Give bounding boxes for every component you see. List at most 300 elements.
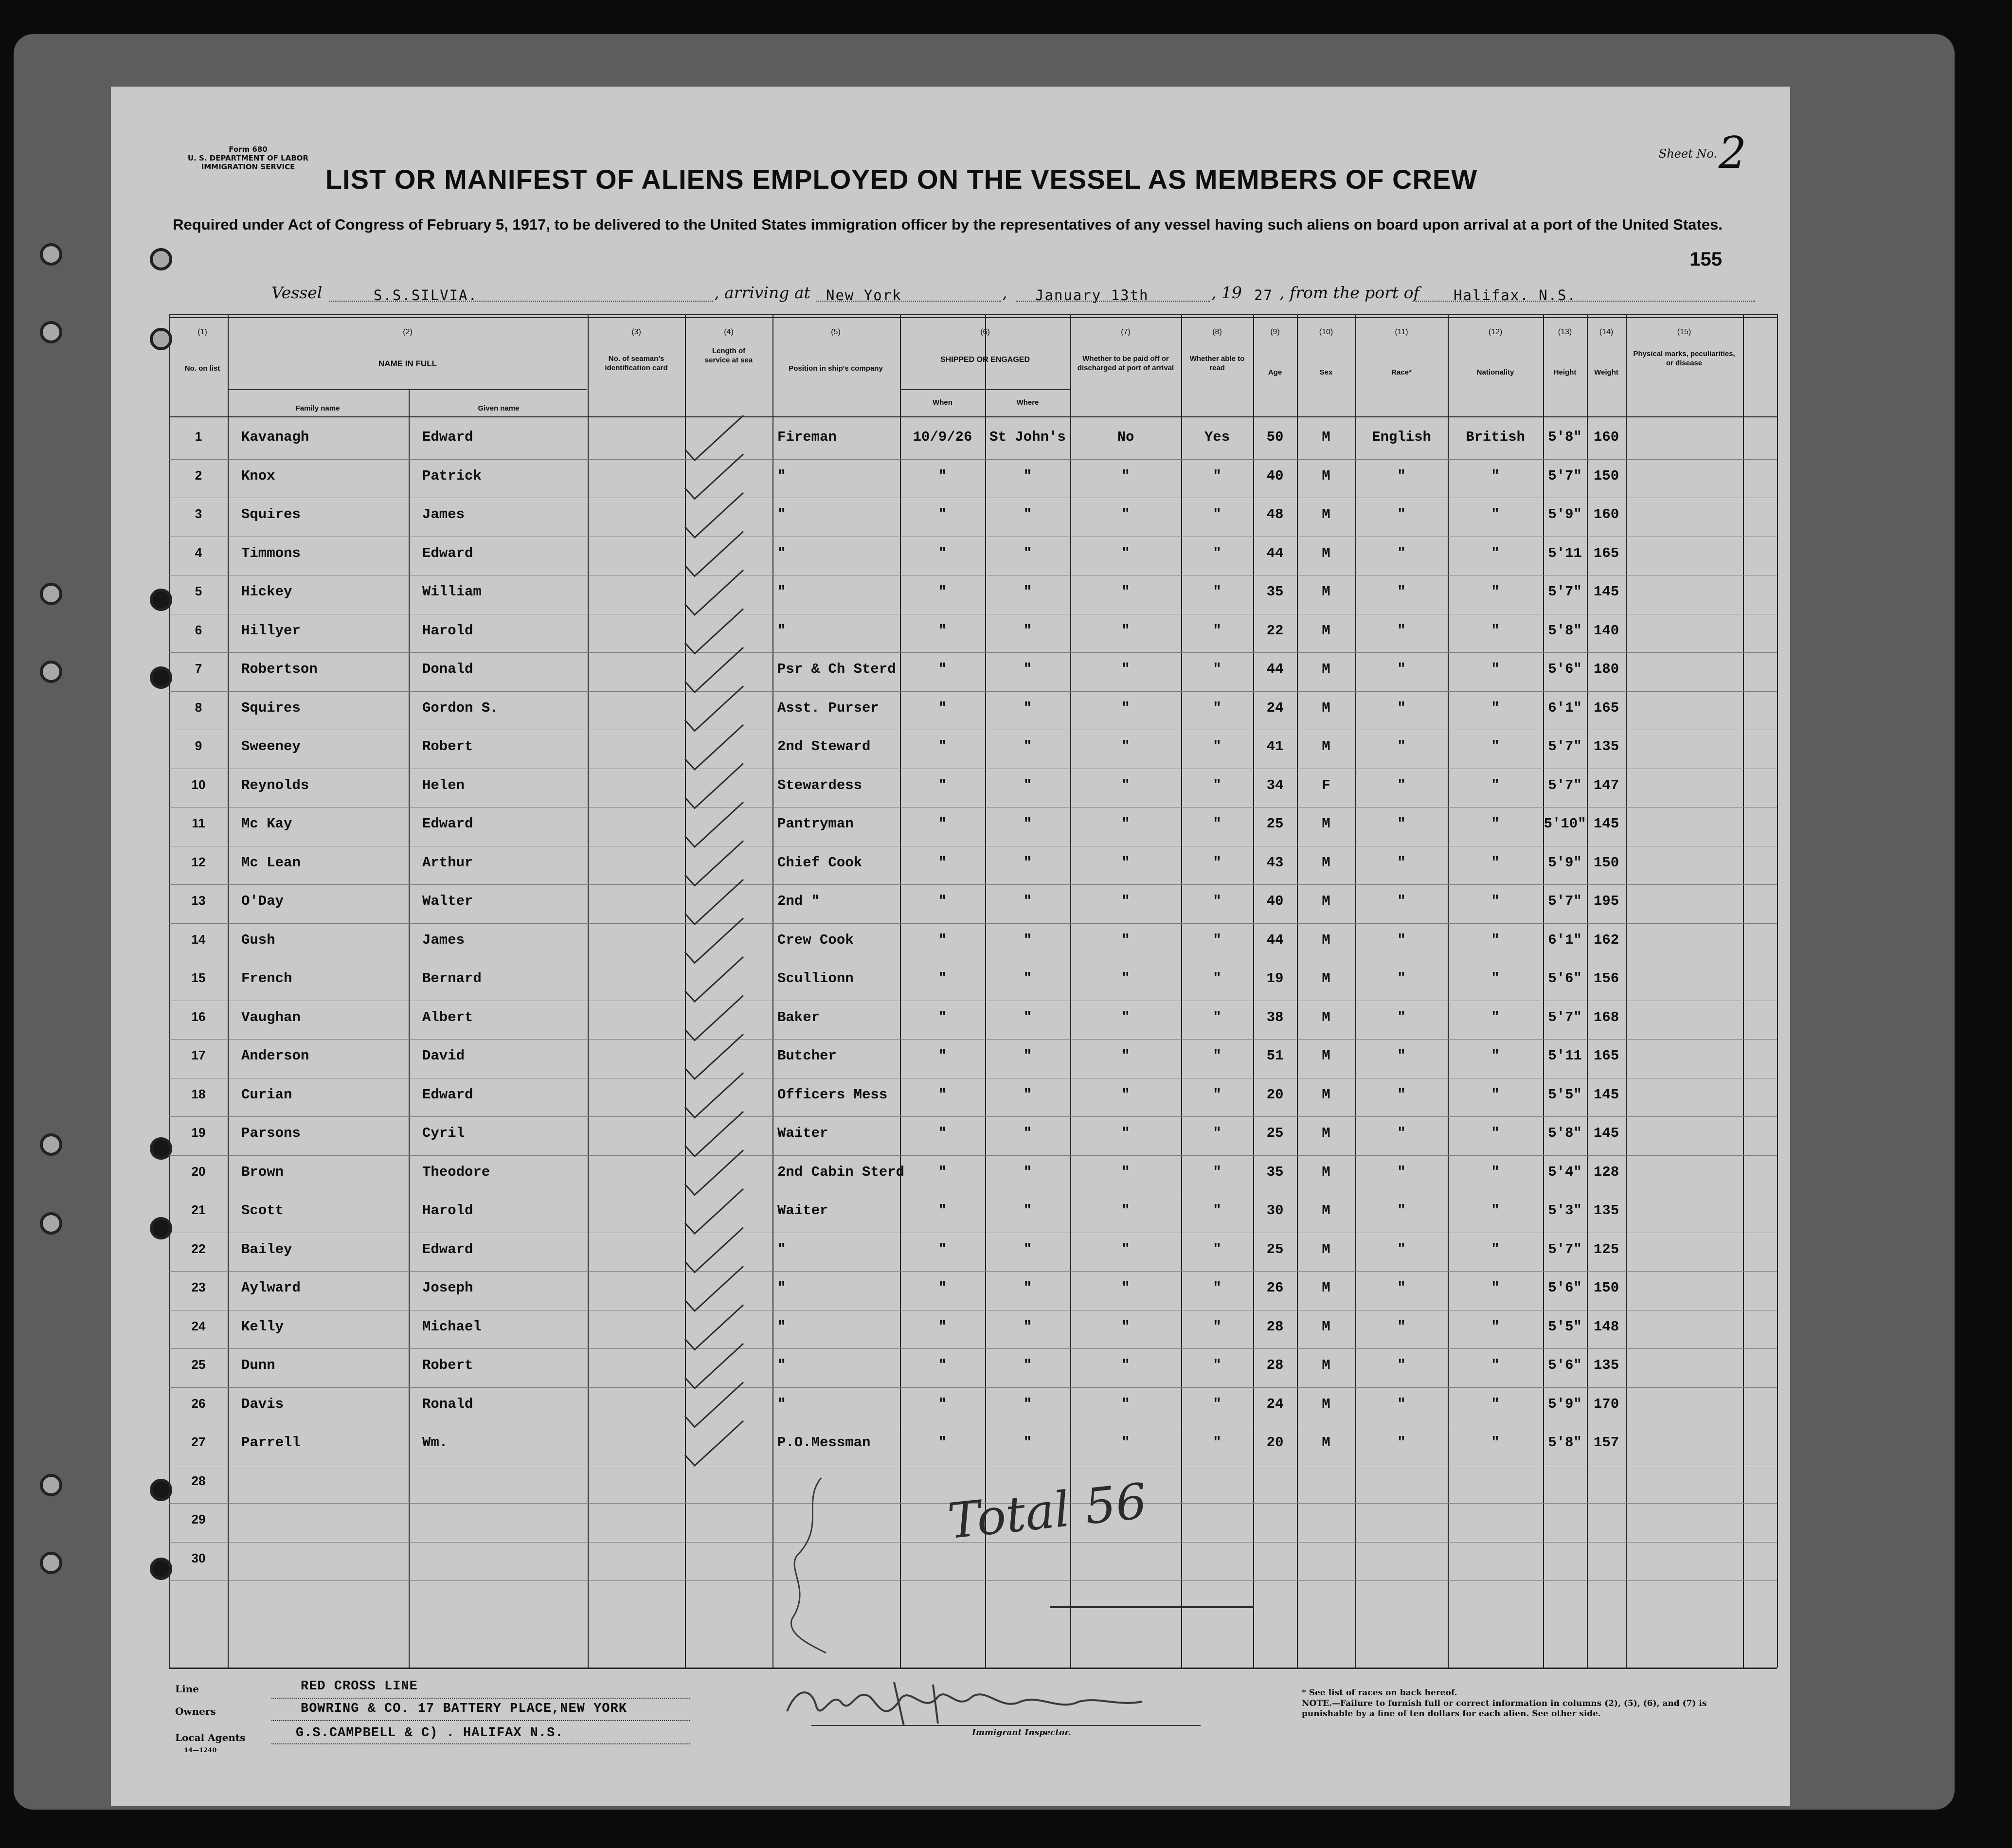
position: Baker: [777, 1009, 820, 1025]
race: ": [1397, 1357, 1406, 1373]
age: 25: [1266, 816, 1284, 832]
able-to-read: Yes: [1204, 429, 1230, 445]
nationality: ": [1491, 777, 1500, 793]
paid-off: ": [1121, 893, 1130, 909]
engaged-where: ": [1023, 816, 1032, 832]
nationality: ": [1491, 1280, 1500, 1296]
position: ": [777, 545, 786, 561]
sex: M: [1322, 1164, 1330, 1180]
sex: M: [1322, 816, 1330, 832]
height: 5'6": [1548, 1357, 1582, 1373]
position: 2nd ": [777, 893, 820, 909]
dotted-rule: [271, 1743, 690, 1744]
check-mark: [685, 454, 743, 499]
race: ": [1397, 1318, 1406, 1335]
col-header-where: Where: [1016, 398, 1039, 407]
comma: ,: [1002, 283, 1007, 302]
race: ": [1397, 661, 1406, 677]
arrival-year: 27: [1254, 287, 1273, 304]
height: 5'11: [1548, 1048, 1582, 1064]
paid-off: ": [1121, 1125, 1130, 1141]
engaged-where: ": [1023, 1435, 1032, 1451]
sex: M: [1322, 932, 1330, 948]
row-number: 16: [191, 1009, 206, 1024]
position: P.O.Messman: [777, 1435, 871, 1451]
sex: M: [1322, 661, 1330, 677]
able-to-read: ": [1213, 854, 1222, 871]
print-code: 14—1240: [184, 1747, 217, 1754]
page-subtitle: Required under Act of Congress of February 5, 1917, to be delivered to the United States immigration officer by the representatives of any vessel having such aliens on board upon arrival at a port of the United States.: [173, 216, 1723, 233]
age: 35: [1266, 1164, 1284, 1180]
given-name: James: [422, 506, 465, 522]
given-name: Robert: [422, 1357, 473, 1373]
engaged-when: ": [938, 1357, 947, 1373]
family-name: Parrell: [241, 1435, 301, 1451]
height: 5'3": [1548, 1202, 1582, 1219]
position: ": [777, 584, 786, 600]
given-name: Edward: [422, 816, 473, 832]
age: 48: [1266, 506, 1284, 522]
able-to-read: ": [1213, 1125, 1222, 1141]
punch-hole: [40, 1133, 62, 1156]
departure-port: Halifax. N.S.: [1454, 287, 1577, 304]
check-mark: [685, 879, 743, 924]
nationality: ": [1491, 467, 1500, 484]
height: 5'7": [1548, 1241, 1582, 1257]
nationality: ": [1491, 622, 1500, 639]
engaged-where: ": [1023, 1009, 1032, 1025]
able-to-read: ": [1213, 738, 1222, 754]
race: ": [1397, 1086, 1406, 1103]
col-num-4: (4): [724, 328, 734, 336]
col-header-when: When: [933, 398, 952, 407]
weight: 125: [1593, 1241, 1619, 1257]
paid-off: No: [1117, 429, 1134, 445]
paid-off: ": [1121, 854, 1130, 871]
col-num-15: (15): [1677, 328, 1691, 336]
weight: 145: [1593, 816, 1619, 832]
col-header-family: Family name: [295, 404, 340, 413]
paid-off: ": [1121, 970, 1130, 987]
nationality: ": [1491, 1396, 1500, 1412]
given-name: Edward: [422, 1241, 473, 1257]
manifest-page: [111, 87, 1790, 1806]
given-name: Theodore: [422, 1164, 490, 1180]
col-header-physical-marks: Physical marks, peculiarities, or disease: [1633, 350, 1735, 367]
page-number: 155: [1689, 249, 1722, 270]
age: 22: [1266, 622, 1284, 639]
given-name: Robert: [422, 738, 473, 754]
paid-off: ": [1121, 777, 1130, 793]
engaged-when: ": [938, 1435, 947, 1451]
check-mark: [685, 725, 743, 770]
punch-hole: [40, 1212, 62, 1235]
row-number: 1: [195, 429, 202, 444]
age: 24: [1266, 700, 1284, 716]
form-department: U. S. DEPARTMENT OF LABOR: [187, 154, 309, 162]
engaged-when: ": [938, 854, 947, 871]
row-number: 25: [191, 1357, 206, 1372]
height: 5'7": [1548, 893, 1582, 909]
height: 5'5": [1548, 1318, 1582, 1335]
height: 5'6": [1548, 661, 1582, 677]
check-mark: [685, 570, 743, 615]
row-number: 11: [192, 816, 205, 830]
given-name: Ronald: [422, 1396, 473, 1412]
position: Chief Cook: [777, 854, 862, 871]
able-to-read: ": [1213, 1280, 1222, 1296]
row-number: 27: [191, 1435, 206, 1449]
check-mark: [685, 1228, 743, 1273]
weight: 140: [1593, 622, 1619, 639]
check-mark: [685, 493, 743, 538]
row-number: 14: [191, 932, 206, 947]
age: 19: [1266, 970, 1284, 987]
col-num-2: (2): [403, 328, 413, 336]
line-value: RED CROSS LINE: [301, 1679, 418, 1694]
weight: 148: [1593, 1318, 1619, 1335]
height: 5'9": [1548, 506, 1582, 522]
check-mark: [685, 647, 743, 692]
able-to-read: ": [1213, 1357, 1222, 1373]
race: ": [1397, 1280, 1406, 1296]
engaged-when: ": [938, 1280, 947, 1296]
weight: 150: [1593, 1280, 1619, 1296]
page-title: LIST OR MANIFEST OF ALIENS EMPLOYED ON THE VESSEL AS MEMBERS OF CREW: [325, 164, 1478, 195]
col-header-id-card: No. of seaman's identification card: [605, 355, 668, 372]
age: 25: [1266, 1241, 1284, 1257]
able-to-read: ": [1213, 545, 1222, 561]
weight: 145: [1593, 1086, 1619, 1103]
engaged-where: ": [1023, 1086, 1032, 1103]
check-mark: [685, 802, 743, 847]
paid-off: ": [1121, 506, 1130, 522]
weight: 165: [1593, 545, 1619, 561]
race: ": [1397, 893, 1406, 909]
height: 5'8": [1548, 1435, 1582, 1451]
height: 5'6": [1548, 970, 1582, 987]
able-to-read: ": [1213, 816, 1222, 832]
height: 5'7": [1548, 467, 1582, 484]
owners-label: Owners: [175, 1705, 216, 1717]
nationality: ": [1491, 738, 1500, 754]
col-header-shipped: SHIPPED OR ENGAGED: [940, 356, 1030, 364]
row-number: 9: [195, 738, 202, 753]
col-num-13: (13): [1558, 328, 1572, 336]
engaged-when: 10/9/26: [913, 429, 972, 445]
sex: F: [1322, 777, 1330, 793]
able-to-read: ": [1213, 777, 1222, 793]
age: 44: [1266, 545, 1284, 561]
weight: 160: [1593, 429, 1619, 445]
paid-off: ": [1121, 700, 1130, 716]
engaged-when: ": [938, 1164, 947, 1180]
col-num-8: (8): [1212, 328, 1222, 336]
engaged-where: ": [1023, 506, 1032, 522]
height: 5'10": [1544, 816, 1586, 832]
check-mark: [685, 1344, 743, 1388]
weight: 147: [1593, 777, 1619, 793]
engaged-when: ": [938, 1241, 947, 1257]
bracket-scribble: [782, 1473, 841, 1658]
row-number: 23: [191, 1280, 206, 1294]
engaged-when: ": [938, 932, 947, 948]
engaged-where: ": [1023, 970, 1032, 987]
row-number: 30: [191, 1550, 206, 1565]
age: 28: [1266, 1357, 1284, 1373]
able-to-read: ": [1213, 622, 1222, 639]
sex: M: [1322, 854, 1330, 871]
nationality: ": [1491, 1164, 1500, 1180]
weight: 128: [1593, 1164, 1619, 1180]
given-name: Michael: [422, 1318, 482, 1335]
nationality: ": [1491, 970, 1500, 987]
nationality: ": [1491, 1086, 1500, 1103]
row-number: 20: [191, 1164, 206, 1179]
height: 6'1": [1548, 700, 1582, 716]
engaged-where: ": [1023, 467, 1032, 484]
sex: M: [1322, 1280, 1330, 1296]
age: 34: [1266, 777, 1284, 793]
able-to-read: ": [1213, 1318, 1222, 1335]
punch-hole: [40, 1474, 62, 1496]
age: 30: [1266, 1202, 1284, 1219]
age: 40: [1266, 467, 1284, 484]
position: Scullionn: [777, 970, 854, 987]
sex: M: [1322, 700, 1330, 716]
sex: M: [1322, 1435, 1330, 1451]
family-name: Mc Kay: [241, 816, 292, 832]
check-mark: [685, 609, 743, 654]
row-number: 28: [191, 1473, 206, 1488]
able-to-read: ": [1213, 1396, 1222, 1412]
height: 5'7": [1548, 777, 1582, 793]
col-header-given: Given name: [478, 404, 520, 413]
given-name: Helen: [422, 777, 465, 793]
family-name: Aylward: [241, 1280, 301, 1296]
weight: 195: [1593, 893, 1619, 909]
height: 5'8": [1548, 429, 1582, 445]
family-name: Squires: [241, 700, 301, 716]
race: ": [1397, 1009, 1406, 1025]
given-name: Bernard: [422, 970, 482, 987]
able-to-read: ": [1213, 1202, 1222, 1219]
engaged-where: ": [1023, 893, 1032, 909]
family-name: Scott: [241, 1202, 284, 1219]
sex: M: [1322, 738, 1330, 754]
weight: 135: [1593, 1357, 1619, 1373]
row-number: 13: [191, 893, 206, 908]
engaged-where: ": [1023, 932, 1032, 948]
given-name: David: [422, 1048, 465, 1064]
row-number: 6: [195, 622, 202, 637]
col-header-weight: Weight: [1594, 368, 1618, 377]
height: 5'7": [1548, 584, 1582, 600]
able-to-read: ": [1213, 1164, 1222, 1180]
weight: 168: [1593, 1009, 1619, 1025]
engaged-where: ": [1023, 1202, 1032, 1219]
agents-value: G.S.CAMPBELL & C) . HALIFAX N.S.: [296, 1726, 564, 1740]
engaged-where: ": [1023, 854, 1032, 871]
engaged-where: ": [1023, 1357, 1032, 1373]
position: ": [777, 622, 786, 639]
family-name: Hickey: [241, 584, 292, 600]
paid-off: ": [1121, 816, 1130, 832]
given-name: Arthur: [422, 854, 473, 871]
from-label: , from the port of: [1279, 283, 1419, 302]
vessel-label: Vessel: [271, 283, 323, 302]
paid-off: ": [1121, 622, 1130, 639]
form-service: IMMIGRATION SERVICE: [201, 162, 295, 171]
height: 5'11: [1548, 545, 1582, 561]
check-mark: [685, 764, 743, 808]
col-header-sex: Sex: [1319, 368, 1333, 377]
weight: 170: [1593, 1396, 1619, 1412]
sex: M: [1322, 893, 1330, 909]
family-name: Sweeney: [241, 738, 301, 754]
row-number: 10: [191, 777, 206, 792]
weight: 162: [1593, 932, 1619, 948]
age: 50: [1266, 429, 1284, 445]
dotted-rule: [271, 1698, 690, 1699]
age: 35: [1266, 584, 1284, 600]
position: Waiter: [777, 1202, 828, 1219]
col-num-6: (6): [980, 328, 990, 336]
position: ": [777, 1396, 786, 1412]
engaged-when: ": [938, 584, 947, 600]
given-name: Harold: [422, 622, 473, 639]
nationality: ": [1491, 1009, 1500, 1025]
given-name: Cyril: [422, 1125, 465, 1141]
given-name: James: [422, 932, 465, 948]
col-header-service: Length of service at sea: [704, 347, 753, 364]
family-name: Robertson: [241, 661, 318, 677]
paid-off: ": [1121, 545, 1130, 561]
row-number: 15: [191, 970, 206, 985]
check-mark: [685, 1150, 743, 1195]
race: ": [1397, 1164, 1406, 1180]
race: ": [1397, 1241, 1406, 1257]
given-name: Patrick: [422, 467, 482, 484]
engaged-where: ": [1023, 584, 1032, 600]
row-number: 24: [191, 1318, 206, 1333]
given-name: Harold: [422, 1202, 473, 1219]
age: 25: [1266, 1125, 1284, 1141]
position: ": [777, 1357, 786, 1373]
col-num-1: (1): [198, 328, 207, 336]
check-mark: [685, 957, 743, 1002]
check-mark: [685, 415, 743, 460]
nationality: ": [1491, 1318, 1500, 1335]
race: ": [1397, 816, 1406, 832]
family-name: Gush: [241, 932, 275, 948]
col-num-12: (12): [1488, 328, 1503, 336]
weight: 156: [1593, 970, 1619, 987]
agents-label: Local Agents: [175, 1732, 246, 1743]
penalty-note: NOTE.—Failure to furnish full or correct information in columns (2), (5), (6), and (7) is punishable by a fine of ten dollars for each alien. See other side.: [1302, 1699, 1707, 1719]
age: 28: [1266, 1318, 1284, 1335]
family-name: Anderson: [241, 1048, 309, 1064]
row-number: 19: [191, 1125, 206, 1140]
position: Stewardess: [777, 777, 862, 793]
engaged-when: ": [938, 467, 947, 484]
race: ": [1397, 777, 1406, 793]
height: 5'9": [1548, 854, 1582, 871]
engaged-when: ": [938, 1396, 947, 1412]
race: ": [1397, 1202, 1406, 1219]
check-mark: [685, 841, 743, 886]
col-num-7: (7): [1121, 328, 1131, 336]
nationality: ": [1491, 816, 1500, 832]
engaged-where: ": [1023, 1241, 1032, 1257]
able-to-read: ": [1213, 700, 1222, 716]
engaged-when: ": [938, 545, 947, 561]
nationality: ": [1491, 1241, 1500, 1257]
engaged-when: ": [938, 777, 947, 793]
paid-off: ": [1121, 1357, 1130, 1373]
year-prefix: , 19: [1211, 283, 1242, 302]
sheet-label: Sheet No.: [1658, 147, 1717, 161]
family-name: Mc Lean: [241, 854, 301, 871]
arrival-date: January 13th: [1035, 287, 1149, 304]
race-note: * See list of races on back hereof.: [1302, 1688, 1457, 1698]
row-number: 17: [191, 1048, 206, 1062]
vessel-name: S.S.SILVIA.: [374, 287, 478, 304]
engaged-where: ": [1023, 1164, 1032, 1180]
paid-off: ": [1121, 1202, 1130, 1219]
engaged-when: ": [938, 893, 947, 909]
paid-off: ": [1121, 584, 1130, 600]
paid-off: ": [1121, 1086, 1130, 1103]
row-number: 3: [195, 506, 202, 521]
col-header-no: No. on list: [184, 364, 220, 373]
race: ": [1397, 700, 1406, 716]
engaged-where: ": [1023, 1318, 1032, 1335]
family-name: Kelly: [241, 1318, 284, 1335]
able-to-read: ": [1213, 467, 1222, 484]
nationality: British: [1466, 429, 1525, 445]
able-to-read: ": [1213, 1435, 1222, 1451]
paid-off: ": [1121, 467, 1130, 484]
paid-off: ": [1121, 1009, 1130, 1025]
punch-hole: [40, 243, 62, 266]
line-label: Line: [175, 1683, 199, 1695]
row-number: 4: [195, 545, 202, 560]
arrival-port: New York: [826, 287, 902, 304]
paid-off: ": [1121, 661, 1130, 677]
engaged-when: ": [938, 1009, 947, 1025]
engaged-where: ": [1023, 1125, 1032, 1141]
position: Butcher: [777, 1048, 837, 1064]
check-mark: [685, 1382, 743, 1427]
row-number: 26: [191, 1396, 206, 1411]
col-header-race: Race*: [1391, 368, 1412, 377]
engaged-where: ": [1023, 545, 1032, 561]
col-header-height: Height: [1553, 368, 1577, 377]
family-name: Kavanagh: [241, 429, 309, 445]
engaged-when: ": [938, 622, 947, 639]
nationality: ": [1491, 584, 1500, 600]
height: 5'6": [1548, 1280, 1582, 1296]
family-name: Reynolds: [241, 777, 309, 793]
row-number: 12: [191, 854, 206, 869]
punch-hole: [40, 583, 62, 605]
given-name: Wm.: [422, 1435, 448, 1451]
engaged-when: ": [938, 1125, 947, 1141]
paid-off: ": [1121, 1048, 1130, 1064]
sheet-number: 2: [1718, 127, 1746, 179]
engaged-when: ": [938, 700, 947, 716]
